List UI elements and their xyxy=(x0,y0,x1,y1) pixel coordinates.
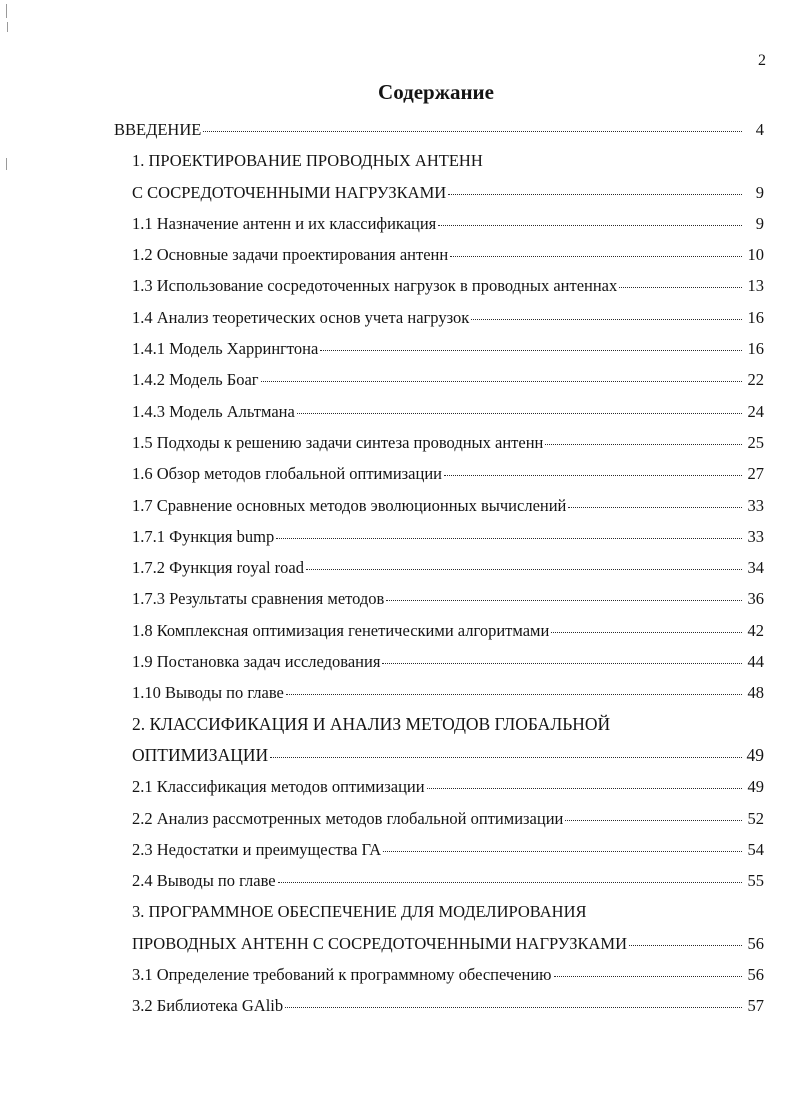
toc-entry xyxy=(114,896,764,927)
page-number: 2 xyxy=(758,52,766,69)
toc-entry-title: ВВЕДЕНИЕ xyxy=(114,120,202,139)
toc-entry xyxy=(114,677,764,708)
toc-entry-title: 1.9 Постановка задач исследования xyxy=(132,652,381,672)
toc-entry xyxy=(114,364,764,395)
dot-leader xyxy=(565,820,742,821)
dot-leader xyxy=(386,600,742,601)
toc-entry-page: 13 xyxy=(747,276,764,296)
toc-entry-page: 33 xyxy=(747,526,764,546)
dot-leader xyxy=(306,569,742,570)
toc-entry-title: 1.7.3 Результаты сравнения методов xyxy=(132,589,385,609)
toc-entry xyxy=(114,709,764,740)
scan-mark xyxy=(7,22,8,32)
toc-entry xyxy=(114,333,764,364)
toc-entry-title: 2.2 Анализ рассмотренных методов глобальной оптимизации xyxy=(132,808,564,828)
toc-entry-page: 16 xyxy=(747,339,764,359)
dot-leader xyxy=(297,413,742,414)
toc-entry-page: 56 xyxy=(747,965,764,985)
toc-entry-title: ПРОВОДНЫХ АНТЕНН С СОСРЕДОТОЧЕННЫМИ НАГРУЗКАМИ xyxy=(132,933,628,953)
toc-entry-page: 22 xyxy=(747,370,764,390)
toc-entry-title: 1.3 Использование сосредоточенных нагрузок в проводных антеннах xyxy=(132,276,618,296)
toc-entry-page: 56 xyxy=(747,933,764,953)
dot-leader xyxy=(448,194,742,195)
toc-entry xyxy=(114,615,764,646)
toc-entry xyxy=(114,803,764,834)
toc-entry xyxy=(114,990,764,1021)
toc-entry xyxy=(114,646,764,677)
dot-leader xyxy=(276,538,742,539)
toc-entry xyxy=(114,396,764,427)
dot-leader xyxy=(261,381,742,382)
table-of-contents xyxy=(114,114,764,1022)
dot-leader xyxy=(285,1007,742,1008)
toc-entry-title: 1.4.2 Модель Боаг xyxy=(132,370,259,390)
toc-entry-title: 1.1 Назначение антенн и их классификация xyxy=(132,213,437,233)
dot-leader xyxy=(554,976,743,977)
dot-leader xyxy=(438,225,742,226)
toc-entry xyxy=(114,490,764,521)
toc-entry xyxy=(114,302,764,333)
toc-entry-title: 2. КЛАССИФИКАЦИЯ И АНАЛИЗ МЕТОДОВ ГЛОБАЛЬНОЙ xyxy=(132,713,611,734)
dot-leader xyxy=(444,475,742,476)
toc-entry-page: 48 xyxy=(747,683,764,703)
dot-leader xyxy=(471,319,742,320)
toc-entry-page: 9 xyxy=(755,182,764,202)
toc-entry xyxy=(114,771,764,802)
toc-entry-title: 1. ПРОЕКТИРОВАНИЕ ПРОВОДНЫХ АНТЕНН xyxy=(132,151,483,171)
dot-leader xyxy=(383,851,742,852)
toc-entry xyxy=(114,521,764,552)
toc-entry-page: 27 xyxy=(747,464,764,484)
toc-entry-page: 52 xyxy=(747,808,764,828)
toc-entry-page: 24 xyxy=(747,401,764,421)
toc-entry-title: 1.4 Анализ теоретических основ учета нагрузок xyxy=(132,307,470,327)
dot-leader xyxy=(450,256,742,257)
dot-leader xyxy=(619,287,742,288)
toc-entry xyxy=(114,583,764,614)
dot-leader xyxy=(551,632,742,633)
dot-leader xyxy=(545,444,742,445)
toc-entry xyxy=(114,177,764,208)
dot-leader xyxy=(203,131,742,132)
toc-entry-page: 36 xyxy=(747,589,764,609)
toc-entry xyxy=(114,270,764,301)
scan-mark xyxy=(6,158,7,170)
dot-leader xyxy=(427,788,742,789)
dot-leader xyxy=(270,757,742,758)
dot-leader xyxy=(568,507,742,508)
toc-entry-title: 3. ПРОГРАММНОЕ ОБЕСПЕЧЕНИЕ ДЛЯ МОДЕЛИРОВАНИЯ xyxy=(132,902,587,922)
toc-entry-page: 16 xyxy=(747,307,764,327)
toc-entry-title: 1.7.1 Функция bump xyxy=(132,526,275,546)
dot-leader xyxy=(382,663,742,664)
toc-entry-title: 1.10 Выводы по главе xyxy=(132,683,284,703)
toc-entry-title: 1.6 Обзор методов глобальной оптимизации xyxy=(132,464,442,484)
toc-entry-page: 42 xyxy=(747,620,764,640)
toc-entry xyxy=(114,740,764,771)
toc-entry xyxy=(114,928,764,959)
toc-entry-title: 2.4 Выводы по главе xyxy=(132,871,276,891)
toc-entry xyxy=(114,208,764,239)
toc-entry-page: 4 xyxy=(755,120,764,139)
toc-entry xyxy=(114,865,764,896)
toc-entry-page: 9 xyxy=(755,213,764,233)
toc-entry xyxy=(114,959,764,990)
toc-entry xyxy=(114,834,764,865)
dot-leader xyxy=(278,882,742,883)
toc-entry-page: 54 xyxy=(747,839,764,859)
toc-entry xyxy=(114,239,764,270)
toc-entry xyxy=(114,145,764,176)
toc-entry-page: 49 xyxy=(747,777,764,797)
toc-entry-page: 34 xyxy=(747,558,764,578)
dot-leader xyxy=(320,350,742,351)
toc-entry-page: 49 xyxy=(746,744,764,765)
dot-leader xyxy=(629,945,742,946)
toc-entry-title: 1.2 Основные задачи проектирования антенн xyxy=(132,245,449,265)
toc-entry-title: 1.8 Комплексная оптимизация генетическими алгоритмами xyxy=(132,620,550,640)
toc-entry-title: 3.1 Определение требований к программному обеспечению xyxy=(132,965,552,985)
toc-entry-title: 1.4.1 Модель Харрингтона xyxy=(132,339,319,359)
toc-entry-page: 10 xyxy=(747,245,764,265)
toc-entry-title: 2.3 Недостатки и преимущества ГА xyxy=(132,839,382,859)
toc-entry-title: 2.1 Классификация методов оптимизации xyxy=(132,777,425,797)
toc-entry-title: 1.7 Сравнение основных методов эволюционных вычислений xyxy=(132,495,567,515)
toc-entry-page: 44 xyxy=(747,652,764,672)
toc-entry-page: 57 xyxy=(747,996,764,1016)
toc-entry-title: 1.7.2 Функция royal road xyxy=(132,558,304,578)
toc-entry xyxy=(114,552,764,583)
scan-mark xyxy=(6,4,7,18)
toc-title: Содержание xyxy=(378,80,494,104)
toc-entry xyxy=(114,427,764,458)
dot-leader xyxy=(286,694,742,695)
toc-entry-title: ОПТИМИЗАЦИИ xyxy=(132,744,269,765)
toc-entry-title: 1.4.3 Модель Альтмана xyxy=(132,401,295,421)
toc-entry xyxy=(114,114,764,145)
toc-entry-title: С СОСРЕДОТОЧЕННЫМИ НАГРУЗКАМИ xyxy=(132,182,447,202)
toc-entry-title: 3.2 Библиотека GAlib xyxy=(132,996,284,1016)
toc-entry-title: 1.5 Подходы к решению задачи синтеза проводных антенн xyxy=(132,432,544,452)
toc-entry-page: 25 xyxy=(747,432,764,452)
toc-entry-page: 33 xyxy=(747,495,764,515)
toc-entry xyxy=(114,458,764,489)
toc-entry-page: 55 xyxy=(747,871,764,891)
